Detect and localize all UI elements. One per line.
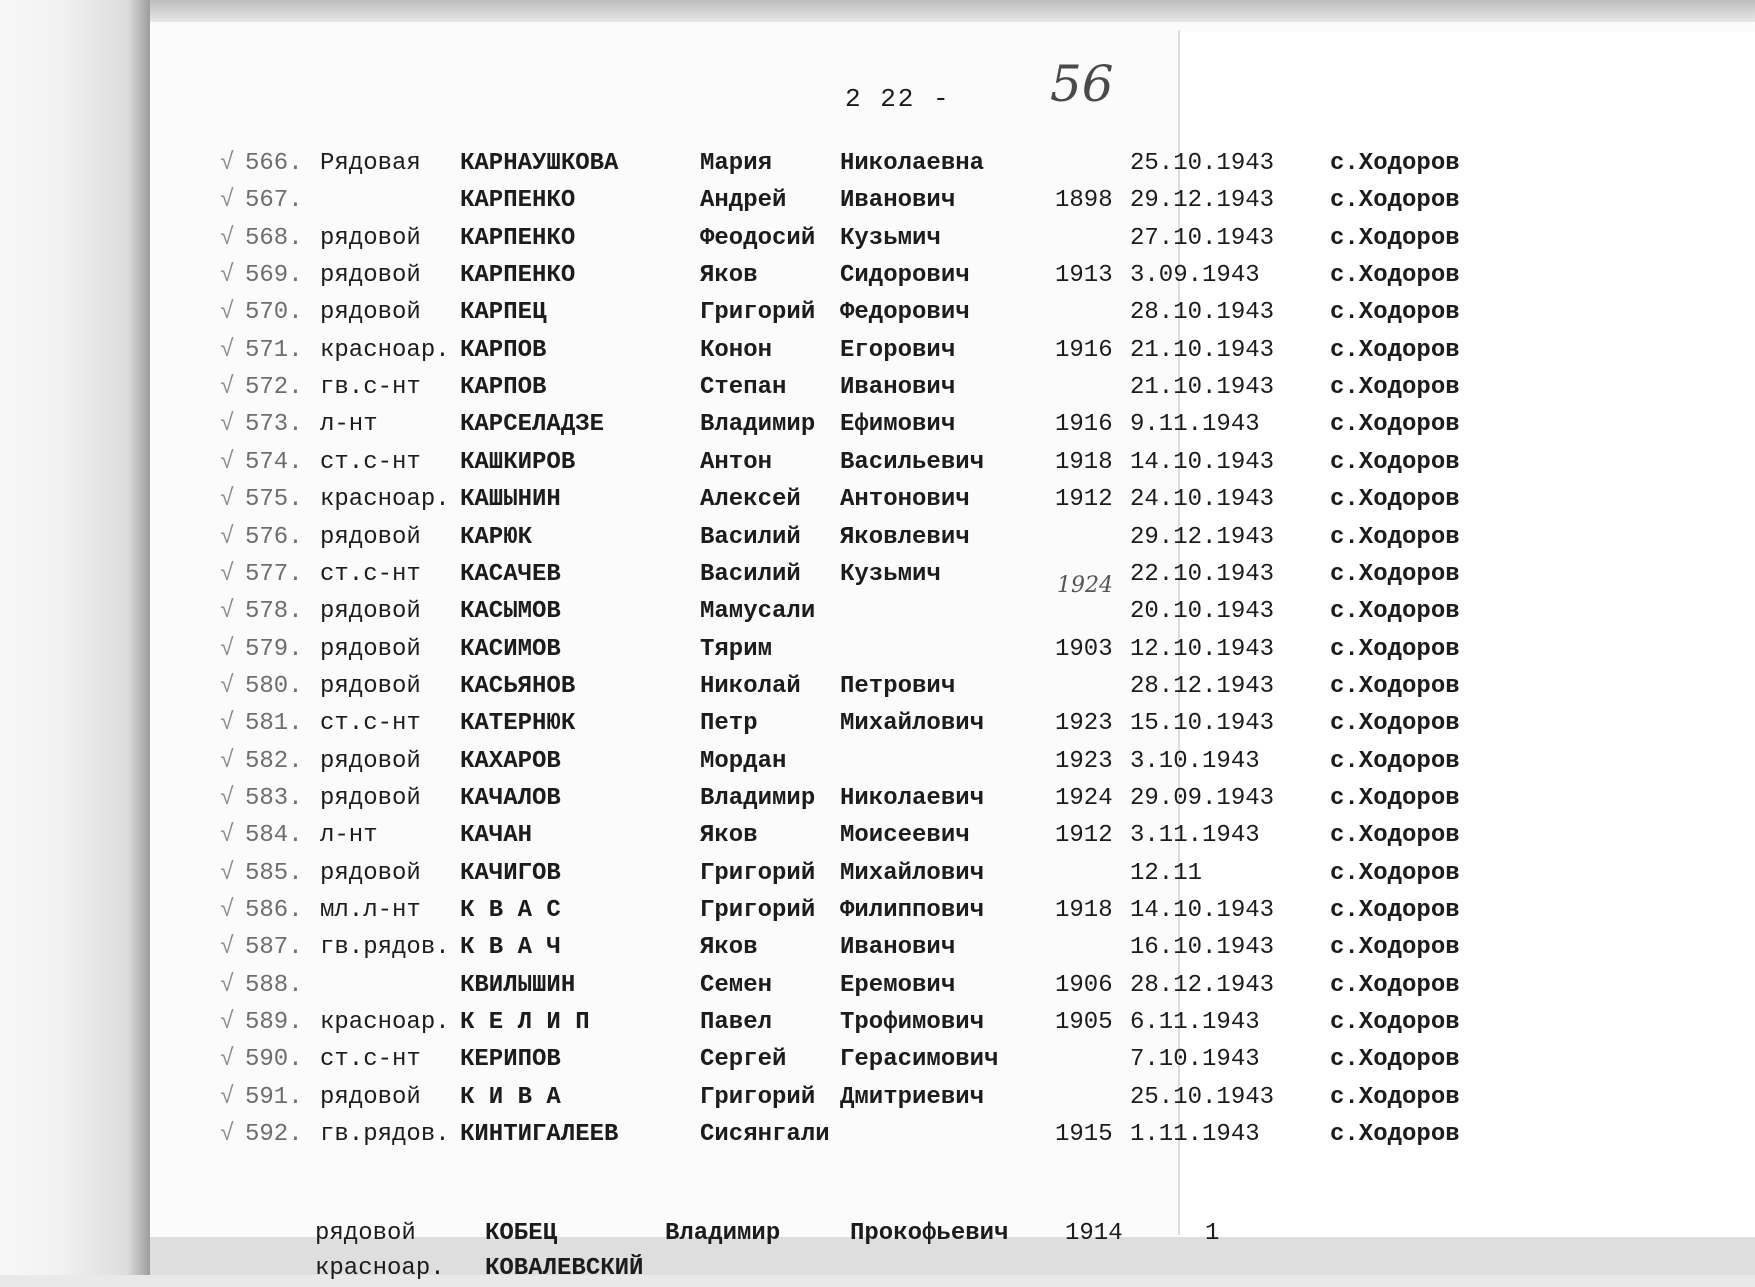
burial-place: с.Ходоров: [1330, 411, 1460, 439]
birth-year: 1918: [1055, 448, 1113, 476]
patronymic: Дмитриевич: [840, 1083, 985, 1111]
row-number: 587.: [245, 934, 303, 962]
last-name: КАСЫМОВ: [460, 598, 561, 626]
death-date: 21.10.1943: [1130, 336, 1275, 364]
check: √: [220, 1121, 235, 1149]
rank: рядовой: [320, 224, 421, 252]
rank: рядовой: [320, 299, 421, 327]
last-name: КИНТИГАЛЕЕВ: [460, 1121, 619, 1149]
list-row: [0, 855, 1755, 892]
first-name: Яков: [700, 934, 758, 962]
death-date: 28.12.1943: [1130, 971, 1275, 999]
rank: гв.с-нт: [320, 374, 421, 402]
row-number: 592.: [245, 1121, 303, 1149]
burial-place: с.Ходоров: [1330, 1121, 1460, 1149]
burial-place: с.Ходоров: [1330, 859, 1460, 887]
last-name: КАЧАЛОВ: [460, 784, 561, 812]
last-name: КАЧАН: [460, 822, 533, 850]
check: √: [220, 672, 235, 700]
patronymic: Антонович: [840, 486, 970, 514]
list-row: [0, 967, 1755, 1004]
list-row: [0, 817, 1755, 854]
list-row: [0, 406, 1755, 443]
row-number: 583.: [245, 784, 303, 812]
birth-year: 1916: [1055, 336, 1113, 364]
list-row: [0, 481, 1755, 518]
list-row: [0, 1079, 1755, 1116]
check: √: [220, 224, 235, 252]
rank: рядовой: [320, 523, 421, 551]
row-number: 591.: [245, 1083, 303, 1111]
patronymic: Иванович: [840, 934, 956, 962]
death-date: 22.10.1943: [1130, 560, 1275, 588]
patronymic: Михайлович: [840, 710, 985, 738]
check: √: [220, 598, 235, 626]
burial-place: с.Ходоров: [1330, 672, 1460, 700]
death-date: 29.12.1943: [1130, 523, 1275, 551]
rank: л-нт: [320, 411, 378, 439]
rank: красноар.: [320, 1009, 450, 1037]
rank: рядовой: [320, 859, 421, 887]
last-name: К В А С: [460, 897, 561, 924]
first-name: Григорий: [700, 897, 816, 924]
burial-place: с.Ходоров: [1330, 784, 1460, 812]
burial-place: с.Ходоров: [1330, 710, 1460, 738]
burial-place: с.Ходоров: [1330, 1046, 1460, 1074]
rank: гв.рядов.: [320, 934, 450, 962]
handwritten-page-number: 56: [1050, 55, 1114, 113]
list-row: [0, 182, 1755, 219]
patronymic: Прокофьевич: [850, 1220, 1009, 1247]
rank: л-нт: [320, 822, 378, 850]
check: √: [220, 448, 235, 476]
list-row: [0, 519, 1755, 556]
patronymic: Васильевич: [840, 448, 985, 476]
patronymic: Яковлевич: [840, 523, 970, 551]
first-name: Мордан: [700, 747, 787, 775]
first-name: Яков: [700, 822, 758, 850]
death-date: 16.10.1943: [1130, 934, 1275, 962]
last-name: КАРПЕЦ: [460, 299, 547, 327]
list-row: [0, 593, 1755, 630]
burial-place: с.Ходоров: [1330, 299, 1460, 327]
patronymic: Филиппович: [840, 897, 985, 924]
patronymic: Кузьмич: [840, 224, 941, 252]
death-date: 28.12.1943: [1130, 672, 1275, 700]
patronymic: Петрович: [840, 672, 956, 700]
first-name: Конон: [700, 336, 773, 364]
rank: ст.с-нт: [320, 560, 421, 588]
row-number: 584.: [245, 822, 303, 850]
list-row: [0, 369, 1755, 406]
rank: красноар.: [320, 486, 450, 514]
rank: рядовой: [315, 1220, 416, 1247]
first-name: Алексей: [700, 486, 801, 514]
rank: ст.с-нт: [320, 710, 421, 738]
first-name: Григорий: [700, 1083, 816, 1111]
row-number: 570.: [245, 299, 303, 327]
rank: красноар.: [315, 1255, 445, 1282]
burial-place: с.Ходоров: [1330, 374, 1460, 402]
list-row: [0, 1004, 1755, 1041]
check: √: [220, 747, 235, 775]
check: √: [220, 971, 235, 999]
birth-year: 1915: [1055, 1121, 1113, 1149]
list-row: [0, 1041, 1755, 1078]
birth-year: 1924: [1055, 784, 1113, 812]
death-date: 14.10.1943: [1130, 897, 1275, 924]
last-name: КАСЬЯНОВ: [460, 672, 576, 700]
first-name: Антон: [700, 448, 773, 476]
first-name: Яков: [700, 262, 758, 290]
row-number: 574.: [245, 448, 303, 476]
first-name: Мамусали: [700, 598, 816, 626]
first-name: Тярим: [700, 635, 773, 663]
death-date: 21.10.1943: [1130, 374, 1275, 402]
check: √: [220, 187, 235, 215]
row-number: 575.: [245, 486, 303, 514]
last-name: КОВАЛЕВСКИЙ: [485, 1255, 644, 1282]
row-number: 572.: [245, 374, 303, 402]
underlying-row: [0, 1215, 1755, 1252]
list-row: [0, 556, 1755, 593]
list-row: [0, 892, 1755, 929]
list-row: [0, 631, 1755, 668]
rank: рядовой: [320, 672, 421, 700]
page-top-edge: [150, 0, 1755, 22]
rank: рядовой: [320, 1083, 421, 1111]
list-row: [0, 294, 1755, 331]
first-name: Павел: [700, 1009, 773, 1037]
death-date: 12.10.1943: [1130, 635, 1275, 663]
last-name: КАРПЕНКО: [460, 262, 576, 290]
first-name: Андрей: [700, 187, 787, 215]
check: √: [220, 859, 235, 887]
patronymic: Сидорович: [840, 262, 970, 290]
death-date: 1.11.1943: [1130, 1121, 1260, 1149]
check: √: [220, 784, 235, 812]
death-date: 28.10.1943: [1130, 299, 1275, 327]
first-name: Сисянгали: [700, 1121, 830, 1149]
last-name: КЕРИПОВ: [460, 1046, 561, 1074]
rank: рядовой: [320, 784, 421, 812]
first-name: Владимир: [665, 1220, 781, 1247]
birth-year: 1903: [1055, 635, 1113, 663]
first-name: Мария: [700, 150, 773, 177]
check: √: [220, 336, 235, 364]
burial-place: с.Ходоров: [1330, 262, 1460, 290]
underlying-row: [0, 1250, 1755, 1287]
row-number: 569.: [245, 262, 303, 290]
page-number: 2 22 -: [845, 84, 951, 114]
patronymic: Кузьмич: [840, 560, 941, 588]
birth-year: 1916: [1055, 411, 1113, 439]
burial-place: с.Ходоров: [1330, 560, 1460, 588]
patronymic: Трофимович: [840, 1009, 985, 1037]
list-row: [0, 929, 1755, 966]
list-row: [0, 332, 1755, 369]
check: √: [220, 150, 235, 177]
list-row: [0, 743, 1755, 780]
death-date: 25.10.1943: [1130, 1083, 1275, 1111]
last-name: КАРПЕНКО: [460, 187, 576, 215]
row-number: 580.: [245, 672, 303, 700]
death-date: 3.09.1943: [1130, 262, 1260, 290]
check: √: [220, 523, 235, 551]
burial-place: с.Ходоров: [1330, 747, 1460, 775]
row-number: 578.: [245, 598, 303, 626]
row-number: 590.: [245, 1046, 303, 1074]
last-name: КАРНАУШКОВА: [460, 150, 619, 177]
patronymic: Герасимович: [840, 1046, 999, 1074]
last-name: КОБЕЦ: [485, 1220, 558, 1247]
burial-place: с.Ходоров: [1330, 150, 1460, 177]
last-name: КАШЫНИН: [460, 486, 561, 514]
row-number: 581.: [245, 710, 303, 738]
check: √: [220, 262, 235, 290]
patronymic: Иванович: [840, 187, 956, 215]
check: √: [220, 299, 235, 327]
list-row: [0, 145, 1755, 182]
burial-place: с.Ходоров: [1330, 224, 1460, 252]
last-name: КАРЮК: [460, 523, 533, 551]
birth-year: 1912: [1055, 822, 1113, 850]
check: √: [220, 1046, 235, 1074]
row-number: 582.: [245, 747, 303, 775]
rank: рядовой: [320, 747, 421, 775]
burial-place: с.Ходоров: [1330, 635, 1460, 663]
death-date: 1: [1205, 1220, 1220, 1247]
list-row: [0, 257, 1755, 294]
death-date: 12.11: [1130, 859, 1203, 887]
birth-year: 1918: [1055, 897, 1113, 924]
last-name: КАШКИРОВ: [460, 448, 576, 476]
burial-place: с.Ходоров: [1330, 448, 1460, 476]
patronymic: Моисеевич: [840, 822, 970, 850]
burial-place: с.Ходоров: [1330, 934, 1460, 962]
list-row: [0, 705, 1755, 742]
check: √: [220, 934, 235, 962]
rank: ст.с-нт: [320, 448, 421, 476]
rank: рядовой: [320, 598, 421, 626]
list-row: [0, 780, 1755, 817]
death-date: 3.10.1943: [1130, 747, 1260, 775]
death-date: 15.10.1943: [1130, 710, 1275, 738]
patronymic: Еремович: [840, 971, 956, 999]
death-date: 14.10.1943: [1130, 448, 1275, 476]
death-date: 24.10.1943: [1130, 486, 1275, 514]
death-date: 29.12.1943: [1130, 187, 1275, 215]
last-name: К Е Л И П: [460, 1009, 590, 1037]
row-number: 573.: [245, 411, 303, 439]
list-row: [0, 668, 1755, 705]
last-name: КАЧИГОВ: [460, 859, 561, 887]
birth-year: 1905: [1055, 1009, 1113, 1037]
row-number: 579.: [245, 635, 303, 663]
check: √: [220, 411, 235, 439]
row-number: 571.: [245, 336, 303, 364]
list-row: [0, 220, 1755, 257]
first-name: Николай: [700, 672, 801, 700]
birth-year: 1923: [1055, 710, 1113, 738]
death-date: 29.09.1943: [1130, 784, 1275, 812]
death-date: 9.11.1943: [1130, 411, 1260, 439]
burial-place: с.Ходоров: [1330, 598, 1460, 626]
row-number: 589.: [245, 1009, 303, 1037]
check: √: [220, 822, 235, 850]
burial-place: с.Ходоров: [1330, 971, 1460, 999]
burial-place: с.Ходоров: [1330, 523, 1460, 551]
last-name: КАТЕРНЮК: [460, 710, 576, 738]
first-name: Григорий: [700, 299, 816, 327]
first-name: Сергей: [700, 1046, 787, 1074]
row-number: 588.: [245, 971, 303, 999]
check: √: [220, 560, 235, 588]
death-date: 6.11.1943: [1130, 1009, 1260, 1037]
first-name: Григорий: [700, 859, 816, 887]
row-number: 586.: [245, 897, 303, 924]
last-name: КАРПОВ: [460, 336, 547, 364]
check: √: [220, 897, 235, 924]
row-number: 566.: [245, 150, 303, 177]
birth-year: 1914: [1065, 1220, 1123, 1247]
rank: гв.рядов.: [320, 1121, 450, 1149]
first-name: Владимир: [700, 784, 816, 812]
burial-place: с.Ходоров: [1330, 336, 1460, 364]
row-number: 577.: [245, 560, 303, 588]
row-number: 568.: [245, 224, 303, 252]
burial-place: с.Ходоров: [1330, 822, 1460, 850]
burial-place: с.Ходоров: [1330, 486, 1460, 514]
first-name: Василий: [700, 560, 801, 588]
row-number: 576.: [245, 523, 303, 551]
patronymic: Михайлович: [840, 859, 985, 887]
last-name: КАРСЕЛАДЗЕ: [460, 411, 605, 439]
death-date: 3.11.1943: [1130, 822, 1260, 850]
birth-year: 1913: [1055, 262, 1113, 290]
check: √: [220, 1009, 235, 1037]
death-date: 7.10.1943: [1130, 1046, 1260, 1074]
patronymic: Ефимович: [840, 411, 956, 439]
list-row: [0, 1116, 1755, 1153]
rank: ст.с-нт: [320, 1046, 421, 1074]
last-name: КАРПОВ: [460, 374, 547, 402]
birth-year: 1898: [1055, 187, 1113, 215]
birth-year: 1923: [1055, 747, 1113, 775]
last-name: К В А Ч: [460, 934, 561, 962]
last-name: КАРПЕНКО: [460, 224, 576, 252]
row-number: 585.: [245, 859, 303, 887]
first-name: Петр: [700, 710, 758, 738]
handwritten-year-note: 1924: [1057, 573, 1113, 598]
death-date: 20.10.1943: [1130, 598, 1275, 626]
last-name: К И В А: [460, 1083, 561, 1111]
death-date: 25.10.1943: [1130, 150, 1275, 177]
burial-place: с.Ходоров: [1330, 897, 1460, 924]
last-name: КВИЛЫШИН: [460, 971, 576, 999]
patronymic: Федорович: [840, 299, 970, 327]
check: √: [220, 1083, 235, 1111]
last-name: КАСИМОВ: [460, 635, 561, 663]
rank: красноар.: [320, 336, 450, 364]
last-name: КАХАРОВ: [460, 747, 561, 775]
first-name: Степан: [700, 374, 787, 402]
check: √: [220, 374, 235, 402]
burial-place: с.Ходоров: [1330, 1009, 1460, 1037]
check: √: [220, 710, 235, 738]
rank: мл.л-нт: [320, 897, 421, 924]
patronymic: Николаевна: [840, 150, 985, 177]
check: √: [220, 486, 235, 514]
first-name: Феодосий: [700, 224, 816, 252]
first-name: Семен: [700, 971, 773, 999]
birth-year: 1912: [1055, 486, 1113, 514]
death-date: 27.10.1943: [1130, 224, 1275, 252]
row-number: 567.: [245, 187, 303, 215]
rank: Рядовая: [320, 150, 421, 177]
rank: рядовой: [320, 262, 421, 290]
burial-place: с.Ходоров: [1330, 1083, 1460, 1111]
patronymic: Николаевич: [840, 784, 985, 812]
list-row: [0, 444, 1755, 481]
birth-year: 1906: [1055, 971, 1113, 999]
patronymic: Егорович: [840, 336, 956, 364]
last-name: КАСАЧЕВ: [460, 560, 561, 588]
first-name: Василий: [700, 523, 801, 551]
first-name: Владимир: [700, 411, 816, 439]
check: √: [220, 635, 235, 663]
burial-place: с.Ходоров: [1330, 187, 1460, 215]
patronymic: Иванович: [840, 374, 956, 402]
rank: рядовой: [320, 635, 421, 663]
